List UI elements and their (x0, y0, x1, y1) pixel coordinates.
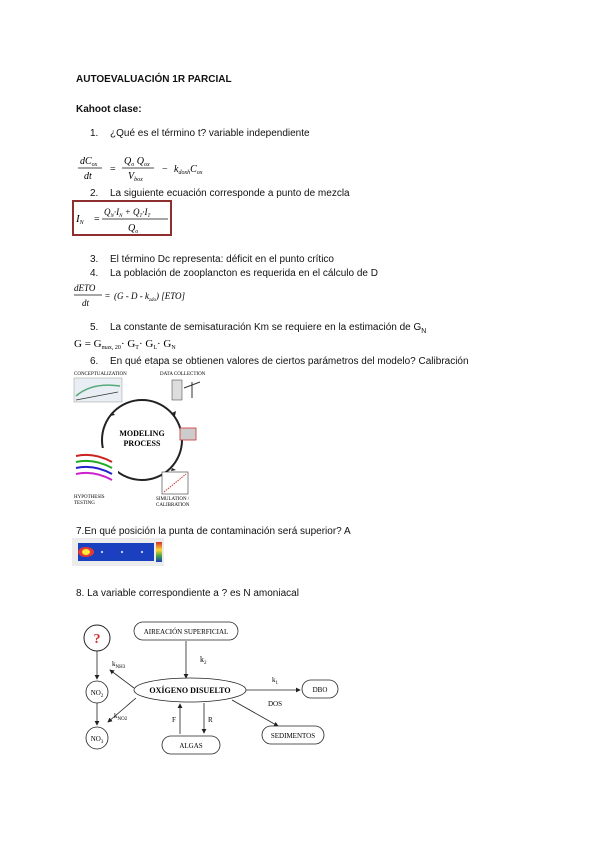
question-6-number: 6. (90, 356, 99, 367)
fig6-label-calibration: CALIBRATION (156, 503, 190, 508)
question-3-number: 3. (90, 254, 99, 265)
svg-text:=: = (110, 164, 116, 175)
svg-text:k2: $k_2$ (200, 655, 207, 666)
svg-text:=: = (105, 291, 111, 301)
svg-text:kNO2: $k_{NO2}$ (114, 712, 128, 722)
fig6-center-line1: MODELING (119, 429, 165, 438)
svg-text:dETO: dETO (74, 283, 96, 293)
eq1-lhs-sub: ox (91, 162, 98, 168)
svg-text:dCox (80, 156, 98, 168)
svg-text:G = Gmax, 20· GT· GL· GN: G = Gmax, 20· GT· GL· GN (74, 338, 176, 351)
fig8-algas-label: ALGAS (179, 742, 203, 750)
fig8-r-label: R (208, 716, 213, 724)
svg-text:QN·IN + QT·IT: $Q_N\cdot I_N + Q_T\cdot I_T$ (104, 207, 151, 219)
fig6-label-conceptualization: CONCEPTUALIZATION (74, 372, 127, 377)
svg-text:NO3: $NO_3$ (90, 735, 104, 745)
fig6-label-testing: TESTING (74, 501, 95, 506)
equation-2 (72, 200, 172, 236)
section-subtitle: Kahoot clase: (76, 104, 142, 115)
question-4-text: La población de zooplancton es requerida en el cálculo de D (110, 268, 378, 279)
question-2-text: La siguiente ecuación corresponde a punto de mezcla (110, 188, 350, 199)
svg-text:k1: $k_1$ (272, 676, 278, 686)
eq1-lhs: dC (80, 156, 92, 167)
question-1-number: 1. (90, 128, 99, 139)
svg-text:IN: IN (76, 213, 84, 226)
fig8-f-label: F (172, 716, 176, 724)
contamination-heatmap (72, 538, 164, 566)
svg-text:−: − (162, 164, 168, 175)
modeling-process-figure (72, 368, 210, 508)
question-5-number: 5. (90, 322, 99, 333)
svg-text:kdoxhCox: $k_{doxh}C_{ox}$ (174, 164, 203, 176)
question-8-text: 8. La variable correspondiente a ? es N amoniacal (76, 588, 299, 599)
equation-1 (74, 152, 254, 184)
question-7-text: 7.En qué posición la punta de contaminación será superior? A (76, 526, 351, 537)
oxygen-cycle-diagram (72, 610, 360, 764)
svg-text:(G - D - kzdo) [ETO]: (G - D - $k_{zdo}$) [ETO] (114, 291, 186, 303)
question-6-text: En qué etapa se obtienen valores de ciertos parámetros del modelo? Calibración (110, 356, 469, 367)
fig8-unknown-node: ? (93, 632, 101, 647)
equation-4 (72, 280, 222, 312)
fig6-label-hypothesis: HYPOTHESIS (74, 495, 105, 500)
question-1-text: ¿Qué es el término t? variable independiente (110, 128, 310, 139)
fig8-sedimentos-label: SEDIMENTOS (270, 732, 316, 740)
fig6-label-simulation: SIMULATION / (156, 497, 190, 502)
svg-text:Vbox: $V_{box}$ (128, 171, 143, 183)
svg-text:Qo Qox: $Q_o$ $Q_{ox}$ (124, 156, 150, 168)
svg-text:dt: dt (82, 298, 90, 308)
fig8-oxigeno-label: OXÍGENO DISUELTO (149, 686, 231, 695)
fig6-center-line2: PROCESS (123, 439, 161, 448)
fig8-dbo-label: DBO (312, 686, 328, 694)
fig8-dos-label: DOS (268, 700, 283, 708)
svg-text:kNH3: $k_{NH3}$ (112, 660, 126, 670)
question-2-number: 2. (90, 188, 99, 199)
svg-text:NO2: $NO_2$ (90, 689, 104, 699)
svg-text:=: = (94, 214, 100, 225)
fig8-aireacion-label: AIREACIÓN SUPERFICIAL (143, 628, 229, 636)
question-5-text: La constante de semisaturación Km se requiere en la estimación de $G_N$ (110, 322, 427, 335)
eq1-den: dt (84, 171, 92, 182)
document-title: AUTOEVALUACIÓN 1R PARCIAL (76, 74, 232, 85)
question-3-text: El término Dc representa: déficit en el punto crítico (110, 254, 334, 265)
equation-5 (74, 334, 224, 352)
svg-text:Qo: $Q_o$ (128, 223, 139, 234)
question-4-number: 4. (90, 268, 99, 279)
fig6-label-data-collection: DATA COLLECTION (160, 372, 206, 377)
